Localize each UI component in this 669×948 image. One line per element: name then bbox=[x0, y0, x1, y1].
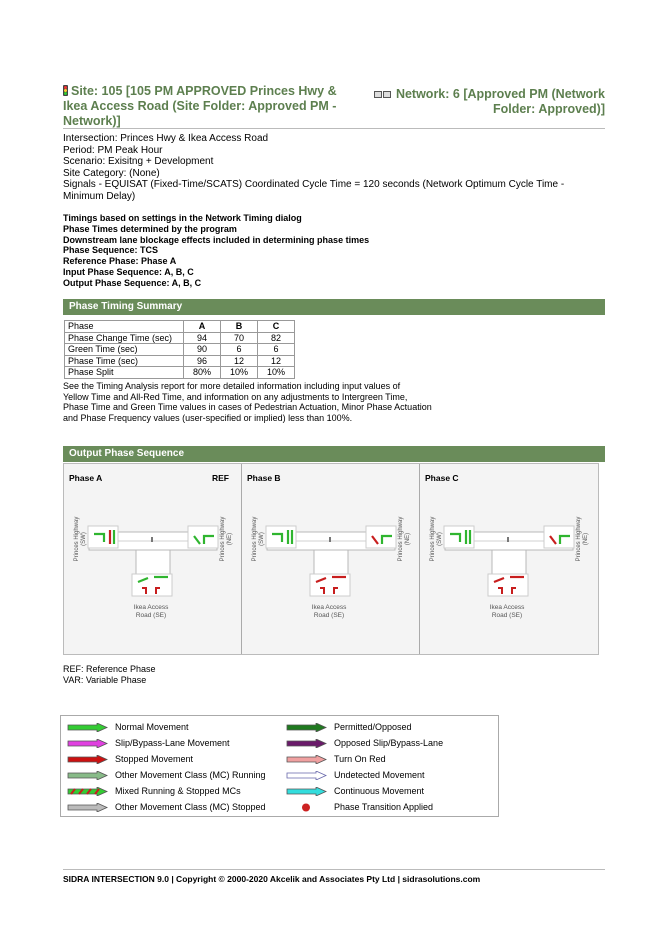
intersection-line: Intersection: Princes Hwy & Ikea Access Road bbox=[63, 133, 269, 144]
table-cell: Phase Time (sec) bbox=[65, 355, 184, 367]
legend-label: Continuous Movement bbox=[334, 786, 425, 796]
phase-timing-heading: Phase Timing Summary bbox=[63, 299, 605, 315]
road-label-line: (NE) bbox=[583, 532, 589, 546]
phase-name: Phase A bbox=[69, 473, 103, 483]
road-label-ne bbox=[398, 517, 411, 562]
arrow-icon bbox=[286, 755, 328, 764]
phase-panel-c bbox=[420, 464, 598, 654]
legend-arrow bbox=[287, 755, 326, 764]
timing-line: Output Phase Sequence: A, B, C bbox=[63, 277, 202, 288]
table-cell: B bbox=[221, 321, 258, 333]
legend-label: Turn On Red bbox=[334, 754, 386, 764]
timing-settings bbox=[63, 213, 603, 289]
table-cell: 70 bbox=[221, 332, 258, 344]
arrow-icon bbox=[67, 755, 109, 764]
table-row bbox=[65, 355, 295, 367]
legend-label: Phase Transition Applied bbox=[334, 802, 434, 812]
road-label-line: Ikea Access bbox=[489, 604, 525, 611]
table-row bbox=[65, 332, 295, 344]
arrow-icon bbox=[286, 787, 328, 796]
legend-arrow bbox=[287, 771, 326, 780]
arrow-icon bbox=[67, 771, 109, 780]
timing-line: Phase Times determined by the program bbox=[63, 223, 237, 234]
legend-label: Permitted/Opposed bbox=[334, 722, 412, 732]
legend-label: Mixed Running & Stopped MCs bbox=[115, 786, 241, 796]
signal-marker bbox=[329, 537, 331, 542]
output-sequence-heading: Output Phase Sequence bbox=[63, 446, 605, 462]
legend-label: Opposed Slip/Bypass-Lane bbox=[334, 738, 444, 748]
arrow-icon bbox=[67, 739, 109, 748]
legend-dot bbox=[302, 804, 310, 812]
ref-note: REF: Reference Phase bbox=[63, 664, 156, 674]
road-label-line: Road (SE) bbox=[313, 612, 345, 619]
legend-arrow bbox=[68, 739, 107, 748]
timing-line: Timings based on settings in the Network Timing dialog bbox=[63, 213, 302, 223]
legend-label: Normal Movement bbox=[115, 722, 189, 732]
legend-label: Stopped Movement bbox=[115, 754, 194, 764]
arrow-icon bbox=[286, 771, 328, 780]
road-label-ne bbox=[576, 517, 589, 562]
road-label-line: Princes Highway bbox=[576, 516, 582, 562]
road-label-sw bbox=[252, 517, 265, 562]
table-cell: 94 bbox=[184, 332, 221, 344]
table-cell: 80% bbox=[184, 367, 221, 379]
road-label-line: (SW) bbox=[81, 532, 87, 546]
footer: SIDRA INTERSECTION 9.0 | Copyright © 2000-2020 Akcelik and Associates Pty Ltd | sidrasolutions.com bbox=[63, 874, 481, 884]
table-cell: 12 bbox=[221, 355, 258, 367]
phase-notes bbox=[63, 664, 156, 686]
table-cell: 96 bbox=[184, 355, 221, 367]
phase-panel-b bbox=[242, 464, 420, 654]
phase-diagram-a bbox=[64, 464, 242, 654]
table-row bbox=[65, 367, 295, 379]
road-label-ne bbox=[220, 517, 233, 562]
header-divider bbox=[63, 128, 605, 129]
legend-label: Undetected Movement bbox=[334, 770, 425, 780]
road-label-line: Road (SE) bbox=[135, 612, 167, 619]
road-label-se bbox=[490, 604, 525, 619]
road-label-line: (NE) bbox=[405, 532, 411, 546]
scenario-line: Scenario: Exisitng + Development bbox=[63, 156, 214, 168]
note-line: and Phase Frequency values (user-specified or implied) less than 100%. bbox=[63, 412, 353, 423]
table-cell: 10% bbox=[221, 367, 258, 379]
table-cell: 10% bbox=[258, 367, 295, 379]
footer-divider bbox=[63, 869, 605, 870]
road-label-sw bbox=[74, 517, 87, 562]
road-label-se bbox=[312, 604, 347, 619]
timing-line: Input Phase Sequence: A, B, C bbox=[63, 266, 194, 277]
legend-arrow bbox=[68, 755, 107, 764]
road-label-line: Princes Highway bbox=[398, 516, 404, 562]
legend-arrow bbox=[68, 803, 107, 812]
road-label-sw bbox=[430, 517, 443, 562]
road-label-line: (SW) bbox=[437, 532, 443, 546]
road-label-line: (SW) bbox=[259, 532, 265, 546]
timing-analysis-note bbox=[63, 381, 483, 423]
var-note: VAR: Variable Phase bbox=[63, 675, 147, 685]
road-label-line: Princes Highway bbox=[74, 516, 80, 562]
phase-timing-table bbox=[64, 320, 295, 379]
signal-marker bbox=[151, 537, 153, 542]
dot-icon bbox=[286, 803, 328, 812]
table-cell: Phase bbox=[65, 321, 184, 333]
arrow-icon bbox=[67, 803, 109, 812]
site-category-line: Site Category: (None) bbox=[63, 167, 160, 179]
arrow-icon bbox=[67, 723, 109, 732]
table-header-row bbox=[65, 321, 295, 333]
arrow-icon bbox=[286, 739, 328, 748]
legend-arrow bbox=[287, 739, 326, 748]
road-label-line: (NE) bbox=[227, 532, 233, 546]
timing-line: Downstream lane blockage effects included in determining phase times bbox=[63, 234, 370, 245]
table-cell: 82 bbox=[258, 332, 295, 344]
note-line: Phase Time and Green Time values in cases of Pedestrian Actuation, Minor Phase Actuation bbox=[63, 402, 432, 413]
network-title: Network: 6 [Approved PM (Network Folder: Approved)] bbox=[345, 87, 605, 117]
network-icon bbox=[374, 87, 392, 102]
phase-panel-a bbox=[64, 464, 242, 654]
table-cell: Phase Split bbox=[65, 367, 184, 379]
table-cell: A bbox=[184, 321, 221, 333]
road-label-line: Ikea Access bbox=[311, 604, 347, 611]
legend-arrow bbox=[287, 787, 326, 796]
reference-phase-label: REF bbox=[212, 473, 229, 483]
signal-marker bbox=[507, 537, 509, 542]
legend-label: Other Movement Class (MC) Stopped bbox=[115, 802, 266, 812]
table-cell: Green Time (sec) bbox=[65, 344, 184, 356]
table-cell: 6 bbox=[258, 344, 295, 356]
legend-label: Slip/Bypass-Lane Movement bbox=[115, 738, 230, 748]
traffic-light-icon bbox=[63, 85, 68, 96]
signals-line: Signals - EQUISAT (Fixed-Time/SCATS) Coordinated Cycle Time = 120 seconds (Network Optimum Cycle Time - Minimum Delay) bbox=[63, 179, 565, 202]
movement-legend bbox=[60, 715, 499, 817]
legend-label: Other Movement Class (MC) Running bbox=[115, 770, 266, 780]
table-cell: C bbox=[258, 321, 295, 333]
phase-diagram-c bbox=[420, 464, 598, 654]
note-line: See the Timing Analysis report for more detailed information including input values of bbox=[63, 381, 401, 391]
road-label-line: Princes Highway bbox=[430, 516, 436, 562]
arrow-icon bbox=[286, 723, 328, 732]
intersection-info bbox=[63, 133, 603, 203]
period-line: Period: PM Peak Hour bbox=[63, 144, 163, 156]
table-row bbox=[65, 344, 295, 356]
road-label-se bbox=[134, 604, 169, 619]
legend-arrow bbox=[68, 771, 107, 780]
note-line: Yellow Time and All-Red Time, and information on any adjustments to Intergreen Time, bbox=[63, 391, 408, 402]
timing-line: Phase Sequence: TCS bbox=[63, 245, 159, 256]
road-label-line: Princes Highway bbox=[220, 516, 226, 562]
table-cell: 6 bbox=[221, 344, 258, 356]
phase-sequence-diagram bbox=[63, 463, 599, 655]
road-label-line: Road (SE) bbox=[491, 612, 523, 619]
phase-name: Phase C bbox=[425, 473, 459, 483]
phase-diagram-b bbox=[242, 464, 420, 654]
road-label-line: Ikea Access bbox=[133, 604, 169, 611]
table-cell: 90 bbox=[184, 344, 221, 356]
arrow-icon bbox=[67, 787, 109, 796]
legend-arrow bbox=[68, 723, 107, 732]
table-cell: Phase Change Time (sec) bbox=[65, 332, 184, 344]
road-label-line: Princes Highway bbox=[252, 516, 258, 562]
timing-line: Reference Phase: Phase A bbox=[63, 256, 177, 267]
site-title: Site: 105 [105 PM APPROVED Princes Hwy & Ikea Access Road (Site Folder: Approved PM - Network)] bbox=[63, 84, 337, 128]
phase-name: Phase B bbox=[247, 473, 281, 483]
table-cell: 12 bbox=[258, 355, 295, 367]
legend-arrow bbox=[287, 723, 326, 732]
